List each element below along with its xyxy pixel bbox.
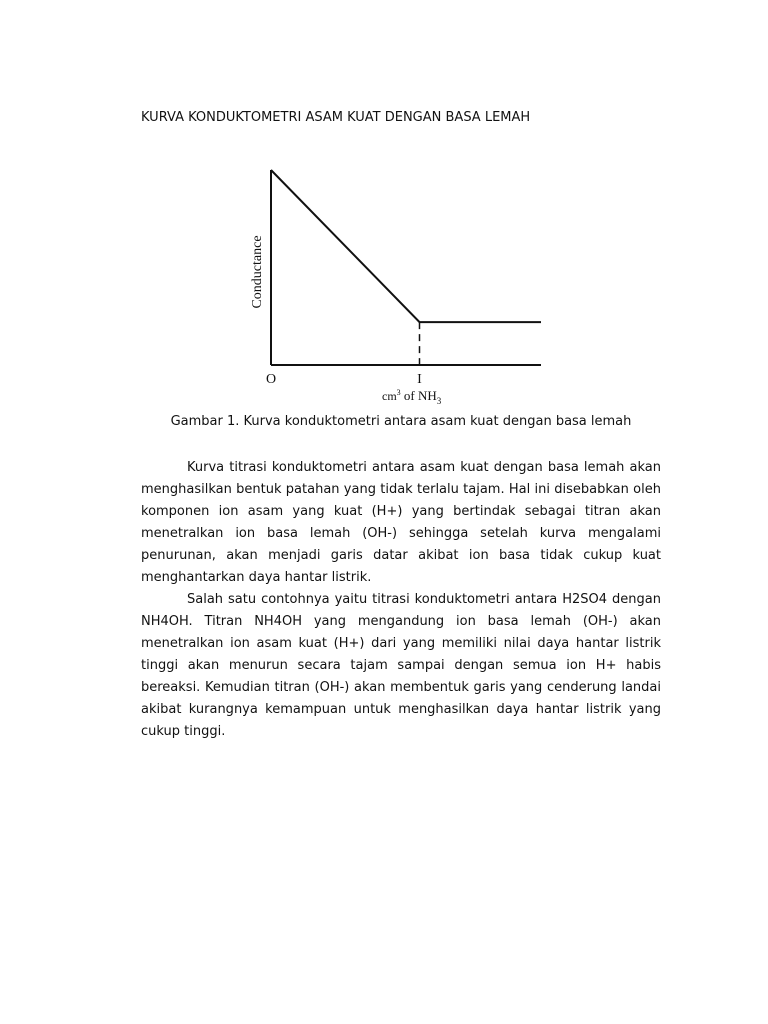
tick-label-equivalence: I bbox=[417, 372, 422, 387]
page-title: KURVA KONDUKTOMETRI ASAM KUAT DENGAN BASA LEMAH bbox=[141, 110, 531, 125]
body-text bbox=[141, 457, 661, 743]
paragraph-2: Salah satu contohnya yaitu titrasi konduktometri antara H2SO4 dengan NH4OH. Titran NH4OH yang mengandung ion basa lemah (OH-) akan menetralkan ion asam kuat (H+) dari yang memiliki nilai daya hantar listrik tinggi akan menurun secara tajam sampai dengan semua ion H+ habis bereaksi. Kemudian titran (OH-) akan membentuk garis yang cenderung landai akibat kurangnya kemampuan untuk menghasilkan daya hantar listrik yang cukup tinggi. bbox=[141, 592, 661, 739]
conductometric-curve-figure bbox=[245, 162, 545, 410]
tick-label-origin: O bbox=[265, 372, 277, 387]
conductance-chart bbox=[245, 162, 545, 410]
conductance-curve-line bbox=[271, 170, 541, 322]
x-axis-label: $cm^3$ of $NH_3$ bbox=[382, 388, 442, 406]
y-axis-label: Conductance bbox=[250, 235, 265, 309]
figure-caption: Gambar 1. Kurva konduktometri antara asam kuat dengan basa lemah bbox=[170, 414, 632, 429]
paragraph-1: Kurva titrasi konduktometri antara asam kuat dengan basa lemah akan menghasilkan bentuk patahan yang tidak terlalu tajam. Hal ini disebabkan oleh komponen ion asam yang kuat (H+) yang bertindak sebagai titran akan menetralkan ion basa lemah (OH-) sehingga setelah kurva mengalami penurunan, akan menjadi garis datar akibat ion basa tidak cukup kuat menghantarkan daya hantar listrik. bbox=[141, 460, 661, 585]
